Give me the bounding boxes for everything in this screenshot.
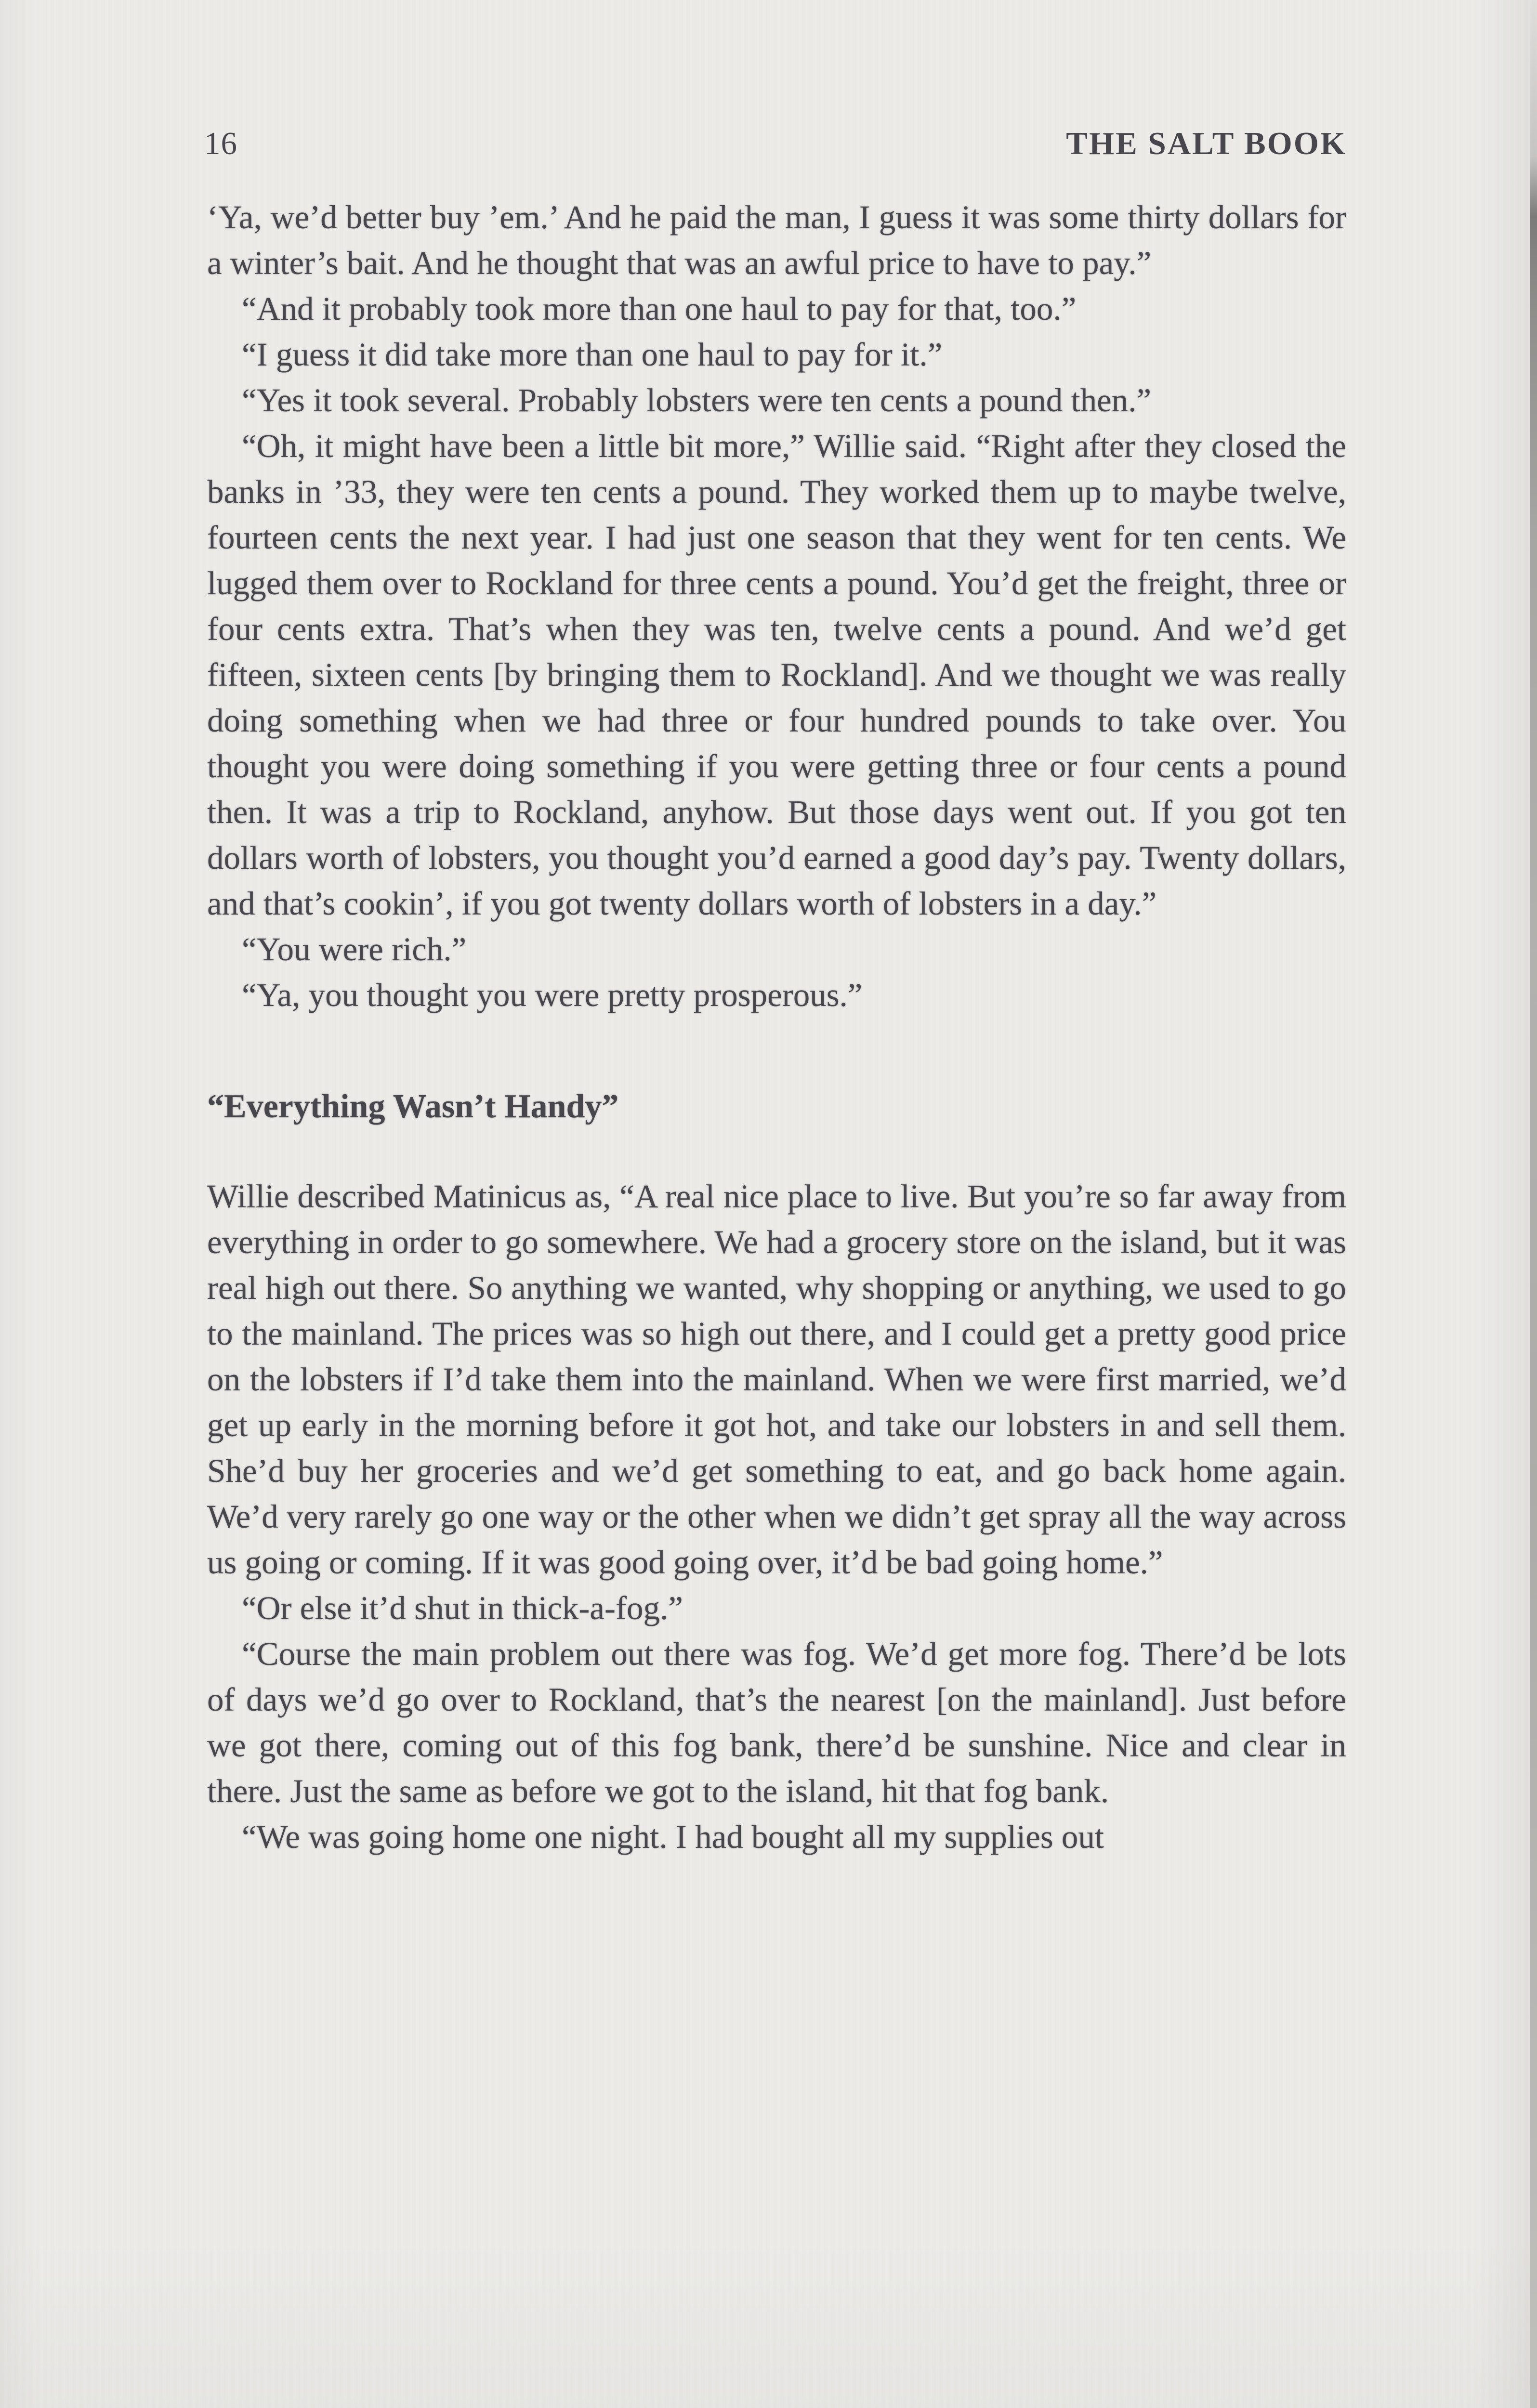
paragraph: “Or else it’d shut in thick-a-fog.” bbox=[242, 1590, 683, 1626]
running-title: THE SALT BOOK bbox=[1066, 126, 1347, 161]
paragraph: “We was going home one night. I had bought all my supplies out bbox=[242, 1819, 1104, 1855]
paragraph: “I guess it did take more than one haul to pay for it.” bbox=[242, 336, 943, 373]
page-header bbox=[204, 126, 1347, 161]
body-text-column bbox=[207, 195, 1346, 1860]
section-heading: “Everything Wasn’t Handy” bbox=[207, 1088, 619, 1125]
paragraph: “Course the main problem out there was fog. We’d get more fog. There’d be lots of days we’d go over to Rockland, that’s the nearest [on the mainland]. Just before we got there, coming out of this fog bank, there’d be sunshine. Nice and clear in there. Just the same as before we got to the island, hit that fog bank. bbox=[207, 1636, 1346, 1809]
paragraph: “Yes it took several. Probably lobsters were ten cents a pound then.” bbox=[242, 382, 1152, 419]
page-number: 16 bbox=[204, 126, 237, 161]
paragraph: “Oh, it might have been a little bit more,” Willie said. “Right after they closed the banks in ’33, they were ten cents a pound. They worked them up to maybe twelve, fourteen cents the next year. I had just one season that they went for ten cents. We lugged them over to Rockland for three cents a pound. You’d get the freight, three or four cents extra. That’s when they was ten, twelve cents a pound. And we’d get fifteen, sixteen cents [by bringing them to Rockland]. And we thought we was really doing something when we had three or four hundred pounds to take over. You thought you were doing something if you were getting three or four cents a pound then. It was a trip to Rockland, anyhow. But those days went out. If you got ten dollars worth of lobsters, you thought you’d earned a good day’s pay. Twenty dollars, and that’s cookin’, if you got twenty dollars worth of lobsters in a day.” bbox=[207, 428, 1346, 922]
paragraph: Willie described Matinicus as, “A real nice place to live. But you’re so far away from everything in order to go somewhere. We had a grocery store on the island, but it was real high out there. So anything we wanted, why shopping or anything, we used to go to the mainland. The prices was so high out there, and I could get a pretty good price on the lobsters if I’d take them into the mainland. When we were first married, we’d get up early in the morning before it got hot, and take our lobsters in and sell them. She’d buy her groceries and we’d get something to eat, and go back home again. We’d very rarely go one way or the other when we didn’t get spray all the way across us going or coming. If it was good going over, it’d be bad going home.” bbox=[207, 1178, 1346, 1581]
paragraph: “Ya, you thought you were pretty prosperous.” bbox=[242, 977, 863, 1013]
paragraph: ‘Ya, we’d better buy ’em.’ And he paid the man, I guess it was some thirty dollars for a winter’s bait. And he thought that was an awful price to have to pay.” bbox=[207, 199, 1346, 281]
paragraph: “You were rich.” bbox=[242, 931, 467, 968]
scan-edge-shadow bbox=[1530, 0, 1537, 2408]
paragraph: “And it probably took more than one haul to pay for that, too.” bbox=[242, 290, 1077, 327]
